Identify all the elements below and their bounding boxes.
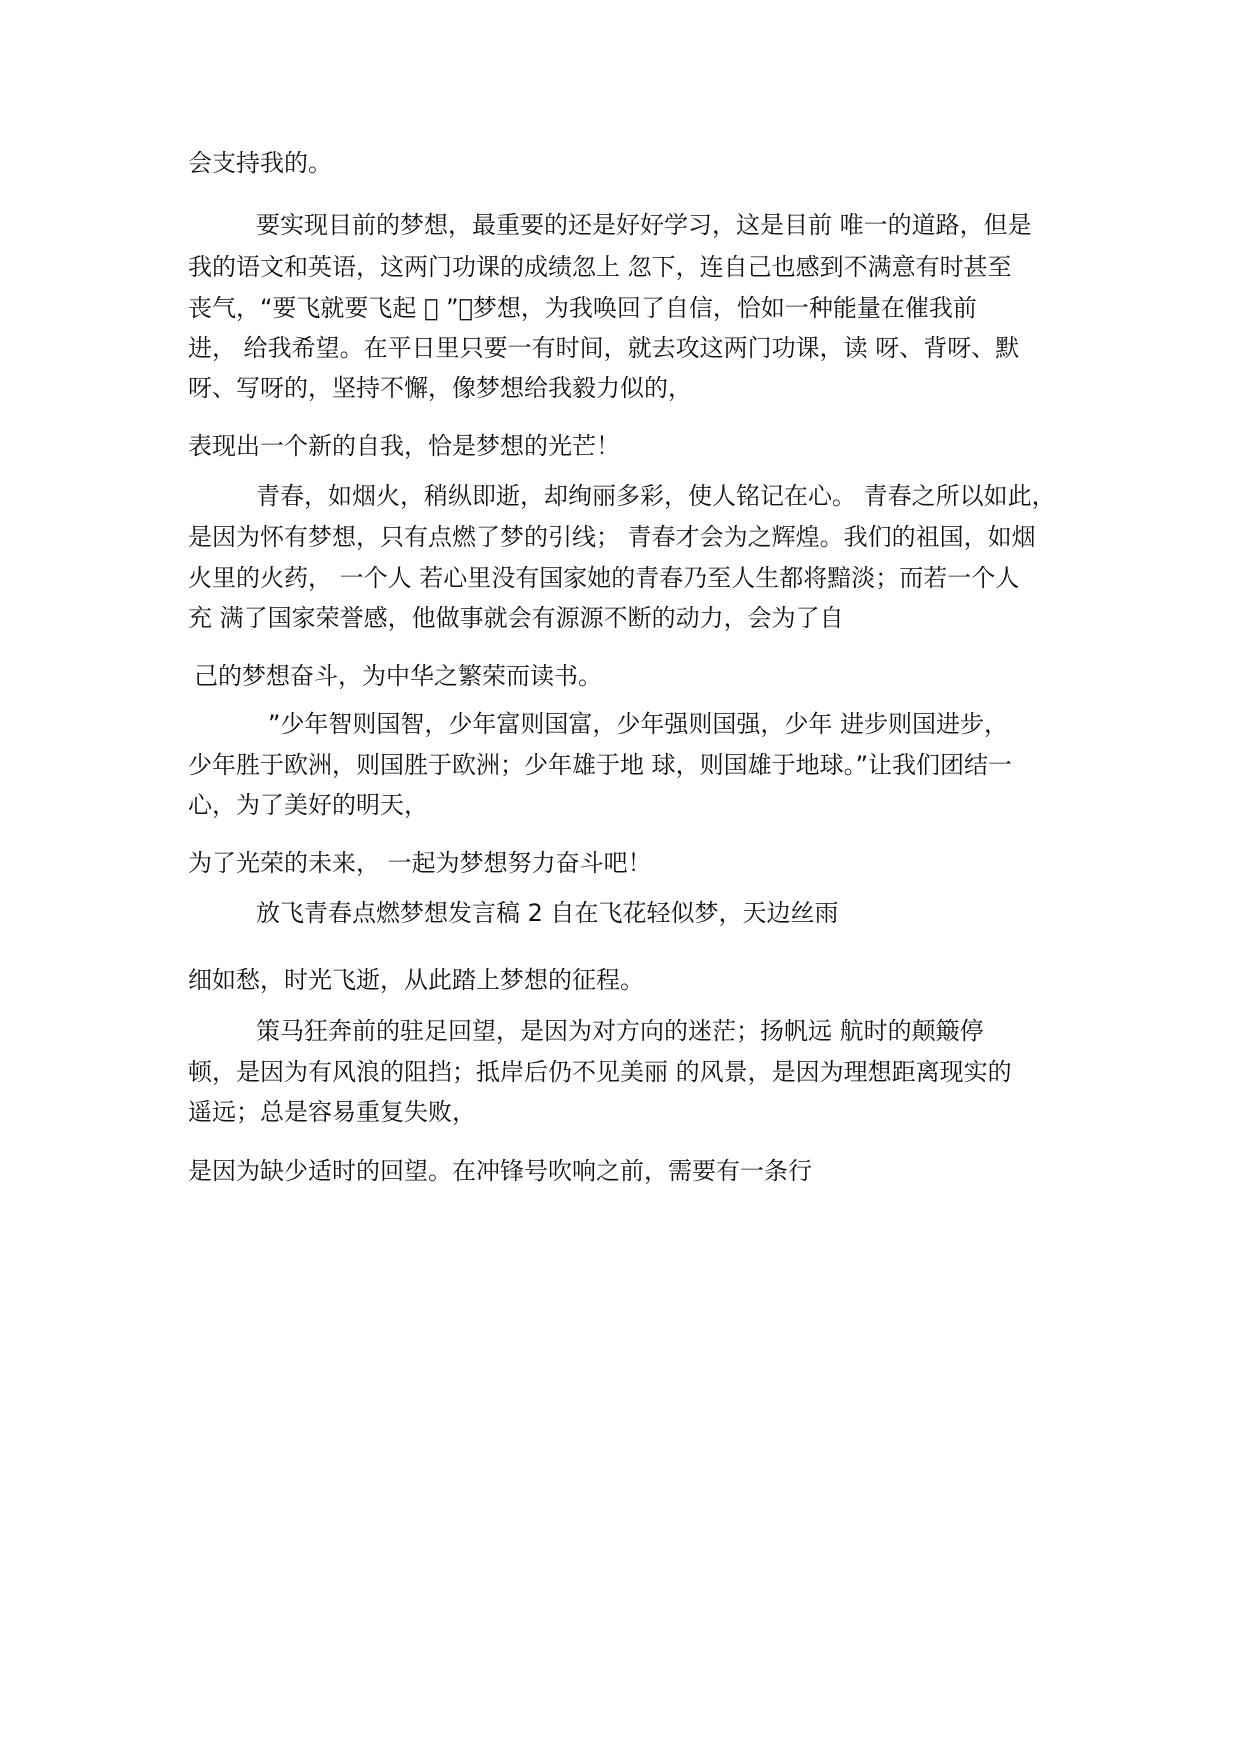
text-line: 呀、写呀的，坚持不懈，像梦想给我毅力似的， xyxy=(188,374,692,402)
text-line: 是因为怀有梦想，只有点燃了梦的引线； 青春才会为之辉煌。我们的祖国，如烟 xyxy=(188,523,1036,551)
text-line: ”少年智则国智，少年富则国富，少年强则国强，少年 进步则国进步， xyxy=(268,710,1009,738)
text-line: 充 满了国家荣誉感，他做事就会有源源不断的动力，会为了自 xyxy=(188,604,844,632)
text-line: 策马狂奔前的驻足回望，是因为对方向的迷茫；扬帆远 航时的颠簸停 xyxy=(256,1017,984,1045)
text-line: 我的语文和英语，这两门功课的成绩忽上 忽下，连自己也感到不满意有时甚至 xyxy=(188,253,1012,281)
text-line: 细如愁，时光飞逝，从此踏上梦想的征程。 xyxy=(188,966,644,994)
text-line: 是因为缺少适时的回望。在冲锋号吹响之前，需要有一条行 xyxy=(188,1157,812,1185)
text-line: 丧气，“要飞就要飞起 ￿ ”，梦想，为我唤回了自信，恰如一种能量在催我前 xyxy=(188,294,977,322)
text-line: 表现出一个新的自我，恰是梦想的光芒！ xyxy=(188,432,620,460)
text-line: 青春，如烟火，稍纵即逝，却绚丽多彩，使人铭记在心。 青春之所以如此， xyxy=(256,482,1056,510)
text-line: 遥远；总是容易重复失败， xyxy=(188,1098,476,1126)
text-line: 己的梦想奋斗，为中华之繁荣而读书。 xyxy=(194,662,602,690)
text-line: 火里的火药， 一个人 若心里没有国家她的青春乃至人生都将黯淡；而若一个人 xyxy=(188,564,1020,592)
text-line: 顿，是因为有风浪的阻挡；抵岸后仍不见美丽 的风景，是因为理想距离现实的 xyxy=(188,1058,1012,1086)
text-line: 会支持我的。 xyxy=(188,149,332,177)
text-line: 心，为了美好的明天， xyxy=(188,791,428,819)
text-line: 要实现目前的梦想，最重要的还是好好学习，这是目前 唯一的道路，但是 xyxy=(256,211,1032,239)
text-line: 进， 给我希望。在平日里只要一有时间，就去攻这两门功课，读 呀、背呀、默 xyxy=(188,334,1020,362)
text-line: 为了光荣的未来， 一起为梦想努力奋斗吧！ xyxy=(188,849,652,877)
text-line: 少年胜于欧洲，则国胜于欧洲；少年雄于地 球，则国雄于地球。”让我们团结一 xyxy=(188,751,1013,779)
text-line: 放飞青春点燃梦想发言稿 2 自在飞花轻似梦，天边丝雨 xyxy=(256,899,839,927)
